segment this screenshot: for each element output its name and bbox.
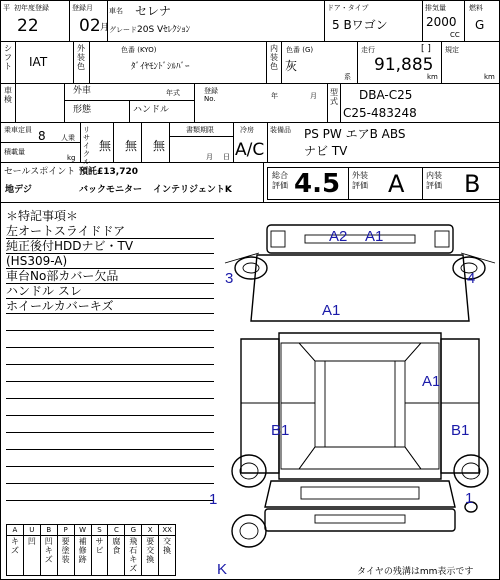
divider [194,84,195,123]
rule-line [6,330,214,331]
notes-panel [1,203,219,521]
tire-note: タイヤの残溝はmm表示です [357,567,474,577]
total-grade-label: 総合評価 [272,171,288,190]
divider [281,42,282,84]
legend-col [24,525,41,575]
divider [340,84,341,123]
reg-no-label: 登録 No. [204,87,218,103]
legend-col [142,525,159,575]
total-grade-value: 4.5 [294,169,341,199]
rule-line [6,283,214,284]
legend-code: X [147,526,153,534]
reg-year-value: 22 [17,16,39,36]
outer-label: 外車 [73,86,92,96]
shift-label: シフト [4,44,12,71]
rule-line [6,268,214,269]
divider [169,123,170,163]
tire-rl-depth-label: 1 [209,491,218,508]
divider [73,42,74,84]
tire-fr-depth: 4 [467,270,476,287]
door-label: ドア・タイプ [327,4,369,12]
divider [89,42,90,84]
mark-a2: A2 [329,228,348,245]
grade-label: グレード [109,26,137,34]
divider [348,167,349,200]
legend-desc: 要交換 [146,537,155,564]
color-code-label: 色番 (KYO) [121,46,157,54]
reg-year-label: 初年度登録 [14,4,49,12]
rule-line [6,398,214,399]
tire-rl-hub [240,463,258,479]
spec-row [1,123,500,166]
mark-a1-roof: A1 [322,302,341,319]
rear-bumper-trim [315,515,405,523]
note-line-6: ホイールカバーキズ [6,299,114,313]
ac-value: A/C [235,140,265,160]
note-line-5: ハンドル スレ [6,284,82,298]
sales-box [1,163,263,203]
rear-gate-shape [265,481,455,507]
equipment-label: 装備品 [270,126,291,134]
divider [422,167,423,200]
note-line-1: 左オートスライドドア [6,224,126,238]
spare-mark-k-label: K [217,561,228,578]
divider [80,123,81,163]
rule-line [6,483,214,484]
capacity-value: 8 [38,129,46,143]
divider [107,1,108,42]
equipment-line-1: PS PW エアB ABS [304,127,406,141]
frame-no: C25-483248 [343,106,417,120]
legend-col [41,525,58,575]
legend-desc: 腐食 [112,537,121,555]
left-side-shape [241,339,279,473]
legend-col [159,525,175,575]
int-color-label: 内装色 [270,44,278,71]
displacement-unit: CC [450,31,460,39]
note-line-2: 純正後付HDDナビ・TV [6,239,134,253]
legend-code: W [79,526,87,534]
mark-b1-left: B1 [271,422,290,439]
rule-line [6,500,214,501]
legend-desc: 凹 [27,537,36,546]
legend-table [6,524,176,576]
interior-grade-label: 内装評価 [426,171,442,190]
rule-line [6,313,214,314]
month-label: 月 [310,92,317,100]
kukan-label: 規定 [445,46,459,54]
sales-deposit: 預託£13,720 [79,167,138,177]
recycle-label: リサイクル [83,126,90,166]
interior-grade-value: B [464,170,481,198]
spare-tire-shape [232,515,266,547]
legend-desc: 交換 [163,537,172,555]
rule-line [6,381,214,382]
load-label: 積載量 [4,148,25,156]
model-value: セレナ [135,4,172,18]
handle-label: ハンドル [133,105,170,115]
legend-col [92,525,109,575]
reg-month-value: 02 [79,16,101,36]
legend-columns [7,525,175,575]
tire-rl-shape [232,455,266,487]
sales-label: セールスポイント [4,167,76,177]
mark-a1-top: A1 [365,228,384,245]
spare-tire-hub [240,523,258,539]
ext-color-label: 外装色 [77,44,85,71]
ac-label: 冷房 [240,126,254,134]
divider [15,42,16,84]
divider [357,42,358,84]
legend-desc: 要塗装 [61,537,70,564]
rear-bumper-shape [265,509,455,531]
divider [233,123,234,163]
sales-item-1: 地デジ [5,185,32,195]
divider [64,84,65,123]
header-row [1,1,500,42]
front-light-left [271,231,285,247]
divider [141,123,142,163]
divider [266,42,267,84]
mileage-value: 91,885 [374,55,434,75]
rule-line [6,253,214,254]
int-color-code: 色番 (G) [286,46,314,54]
grade-box [263,163,500,203]
right-side-shape [441,339,479,473]
displacement-label: 排気量 [425,4,446,12]
shape-label: 形態 [73,105,92,115]
legend-code: P [63,526,68,534]
reg-year-prefix: 平 [3,4,10,12]
recycle-mark-3: 無 [153,139,166,153]
tire-rr-depth: 1 [465,490,474,507]
reg-month-unit: 月 [100,23,110,33]
legend-desc: 凹キズ [44,537,53,564]
divider [422,1,423,42]
load-unit: kg [67,154,76,162]
equipment-line-2: ナビ TV [304,144,348,158]
door-value: 5 Bワゴン [332,18,388,32]
tire-rr-shape [454,455,488,487]
mileage-bracket: [ ] [421,44,431,54]
divider [15,84,16,123]
windshield-shape [299,343,421,361]
rear-plate-area [301,487,419,499]
tire-fl-hub [243,263,259,273]
hood-shape [251,255,469,321]
divider [267,123,268,163]
legend-desc: 飛石キズ [129,537,138,573]
legend-col [7,525,24,575]
exterior-grade-value: A [388,170,405,198]
legend-code: A [12,526,18,534]
model-label: 車名 [109,7,123,15]
roof-shape [325,361,395,447]
legend-col [75,525,92,575]
legend-code: XX [162,526,172,534]
legend-col [58,525,75,575]
int-color-value: 灰 [285,59,298,73]
doc-label: 書類期限 [186,126,214,134]
rule-line [6,432,214,433]
mark-b1-right: B1 [451,422,470,439]
rule-line [6,466,214,467]
shift-value: IAT [29,55,48,69]
fuel-value: G [475,18,485,32]
divider [113,123,114,163]
legend-desc: キズ [10,537,19,555]
notes-title: ＊特記事項＊ [6,209,79,223]
divider [1,142,80,143]
legend-code: S [97,526,102,534]
divider [69,1,70,42]
legend-code: U [29,526,35,534]
capacity-label: 乗車定員 [4,126,32,134]
divider [324,1,325,42]
front-grille-shape [305,235,415,243]
capacity-unit: 人乗 [61,134,75,142]
front-bumper-shape [267,225,453,253]
note-line-3: (HS309-A) [6,254,68,268]
rule-line [6,238,214,239]
divider [327,84,328,123]
legend-code: C [113,526,119,534]
model-row [1,84,500,123]
mileage-label: 走行 [361,46,375,54]
sales-item-2: バックモニター [79,185,143,195]
cabin-outline [279,333,441,479]
sales-item-3: インテリジェントK [153,185,232,195]
color-row [1,42,500,84]
divider [441,42,442,84]
rule-line [6,347,214,348]
tire-fl-depth: 3 [225,270,234,287]
year-label: 年 [271,92,278,100]
mark-a1-right: A1 [422,373,441,390]
legend-col [125,525,142,575]
right-windows [405,343,439,469]
reg-month-label: 登録月 [72,4,93,12]
vin-label: 車検 [4,86,12,104]
rule-line [6,298,214,299]
divider [169,136,233,137]
rule-line [6,449,214,450]
model-code: DBA-C25 [359,88,413,102]
legend-code: G [130,526,137,534]
tire-rr-hub [462,463,480,479]
tire-fl-shape [235,257,267,279]
doc-day: 日 [223,153,230,161]
doc-month: 月 [206,153,213,161]
left-windows [281,343,315,469]
kukan-unit: km [484,73,495,81]
legend-desc: サビ [95,537,104,555]
displacement-value: 2000 [426,15,457,29]
int-color-suffix: 系 [344,73,351,81]
fuel-label: 燃料 [469,4,483,12]
model-year-label: 年式 [166,89,180,97]
divider [129,100,130,123]
exterior-grade-label: 外装評価 [352,171,368,190]
legend-desc: 補修跡 [78,537,87,564]
mileage-unit: km [427,73,438,81]
model-code-label: 型式 [330,88,338,106]
legend-code: B [46,526,52,534]
legend-col [108,525,125,575]
rule-line [6,415,214,416]
grade-value: 20S Vｾﾚｸｼｮﾝ [137,25,191,35]
recycle-mark-2: 無 [125,139,138,153]
rear-window-shape [299,447,421,469]
note-line-4: 車台No部カバー欠品 [6,269,119,283]
car-diagram [219,203,500,565]
divider [464,1,465,42]
recycle-mark-1: 無 [99,139,112,153]
color-value: ﾀﾞｲﾔﾓﾝﾄﾞｼﾙﾊﾞｰ [131,62,190,72]
rule-line [6,364,214,365]
front-light-right [435,231,449,247]
